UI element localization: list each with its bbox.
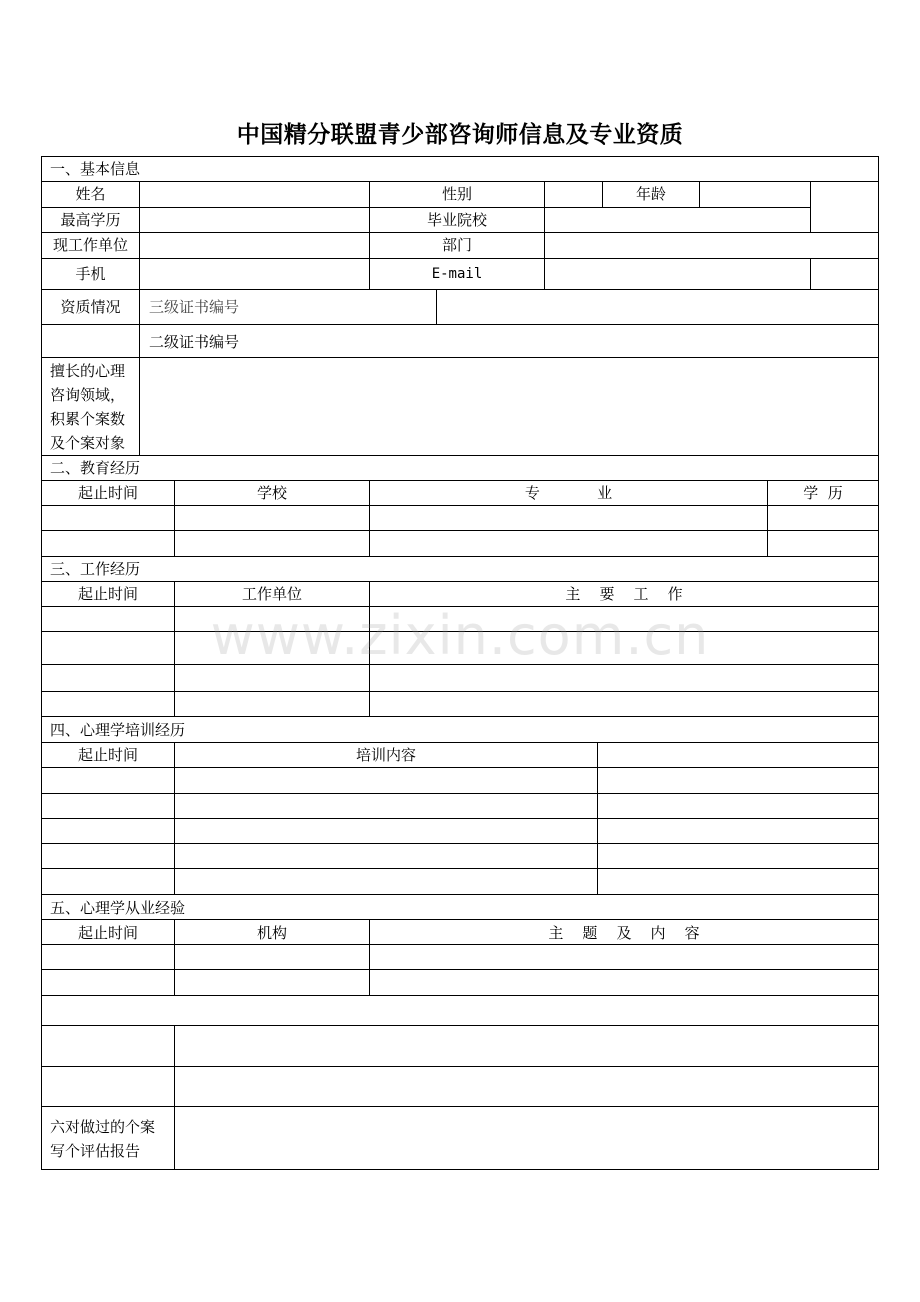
row-line [41, 944, 879, 945]
row-line [41, 793, 879, 794]
label-qualification: 资质情况 [60, 298, 121, 316]
row-line [41, 969, 879, 970]
label-employer: 现工作单位 [52, 236, 128, 254]
row-line [41, 919, 879, 920]
row-line [41, 843, 879, 844]
section-heading-education: 二、教育经历 [50, 459, 141, 477]
col-line [139, 181, 140, 455]
row-line [41, 455, 879, 456]
col-header-degree: 学 历 [803, 484, 843, 502]
col-header-employer: 工作单位 [241, 585, 302, 603]
row-line [41, 606, 879, 607]
col-header-topic-content: 主 题 及 内 容 [548, 924, 700, 942]
row-line [41, 556, 879, 557]
table-border-bottom [41, 1169, 879, 1170]
label-field-line4: 及个案对象 [50, 434, 126, 452]
row-line [41, 1025, 879, 1026]
label-case-report-line1: 六对做过的个案 [50, 1118, 156, 1136]
label-cert-level2: 二级证书编号 [149, 333, 240, 351]
table-border-top [41, 156, 879, 157]
col-line [810, 181, 811, 232]
row-line [41, 289, 879, 290]
label-case-report-line2: 写个评估报告 [50, 1142, 141, 1160]
row-line [41, 742, 879, 743]
col-line [544, 181, 545, 289]
label-cert-level3: 三级证书编号 [149, 298, 240, 316]
row-line [41, 894, 879, 895]
row-line [41, 232, 879, 233]
col-line [597, 742, 598, 894]
row-line [41, 207, 811, 208]
col-header-period: 起止时间 [77, 484, 138, 502]
label-field-line1: 擅长的心理 [50, 362, 126, 380]
label-phone: 手机 [75, 265, 106, 283]
row-line [41, 691, 879, 692]
row-line [41, 767, 879, 768]
row-line [41, 868, 879, 869]
row-line [41, 818, 879, 819]
table-border-right [878, 156, 879, 1170]
label-name: 姓名 [75, 185, 106, 203]
col-header-period: 起止时间 [77, 585, 138, 603]
col-line [436, 289, 437, 324]
watermark: www.zixin.com.cn [210, 604, 710, 667]
col-header-period: 起止时间 [77, 746, 138, 764]
col-line [699, 181, 700, 207]
row-line [41, 631, 879, 632]
row-line [41, 181, 879, 182]
section-heading-practice: 五、心理学从业经验 [50, 899, 186, 917]
col-line [810, 258, 811, 289]
col-header-major: 专 业 [524, 484, 613, 502]
row-line [41, 357, 879, 358]
section-heading-work: 三、工作经历 [50, 560, 141, 578]
label-gender: 性别 [441, 185, 472, 203]
row-line [41, 581, 879, 582]
page-title: 中国精分联盟青少部咨询师信息及专业资质 [236, 121, 684, 148]
col-header-main-work: 主 要 工 作 [565, 585, 683, 603]
label-graduate-school: 毕业院校 [426, 211, 487, 229]
section-heading-basic-info: 一、基本信息 [50, 160, 141, 178]
col-line [174, 1025, 175, 1170]
row-line [41, 530, 879, 531]
label-field-line3: 积累个案数 [50, 410, 126, 428]
row-line [41, 995, 879, 996]
row-line [41, 324, 879, 325]
label-email: E-mail [431, 266, 483, 282]
col-header-institution: 机构 [256, 924, 287, 942]
label-field-line2: 咨询领域， [50, 386, 126, 404]
row-line [41, 480, 879, 481]
label-age: 年龄 [635, 185, 666, 203]
row-line [41, 664, 879, 665]
row-line [41, 716, 879, 717]
section-heading-training: 四、心理学培训经历 [50, 721, 186, 739]
col-header-school: 学校 [256, 484, 287, 502]
row-line [41, 1106, 879, 1107]
row-line [41, 1066, 879, 1067]
label-department: 部门 [441, 236, 472, 254]
row-line [41, 505, 879, 506]
row-line [41, 258, 879, 259]
label-education: 最高学历 [60, 211, 121, 229]
col-header-period: 起止时间 [77, 924, 138, 942]
col-header-training-content: 培训内容 [355, 746, 416, 764]
